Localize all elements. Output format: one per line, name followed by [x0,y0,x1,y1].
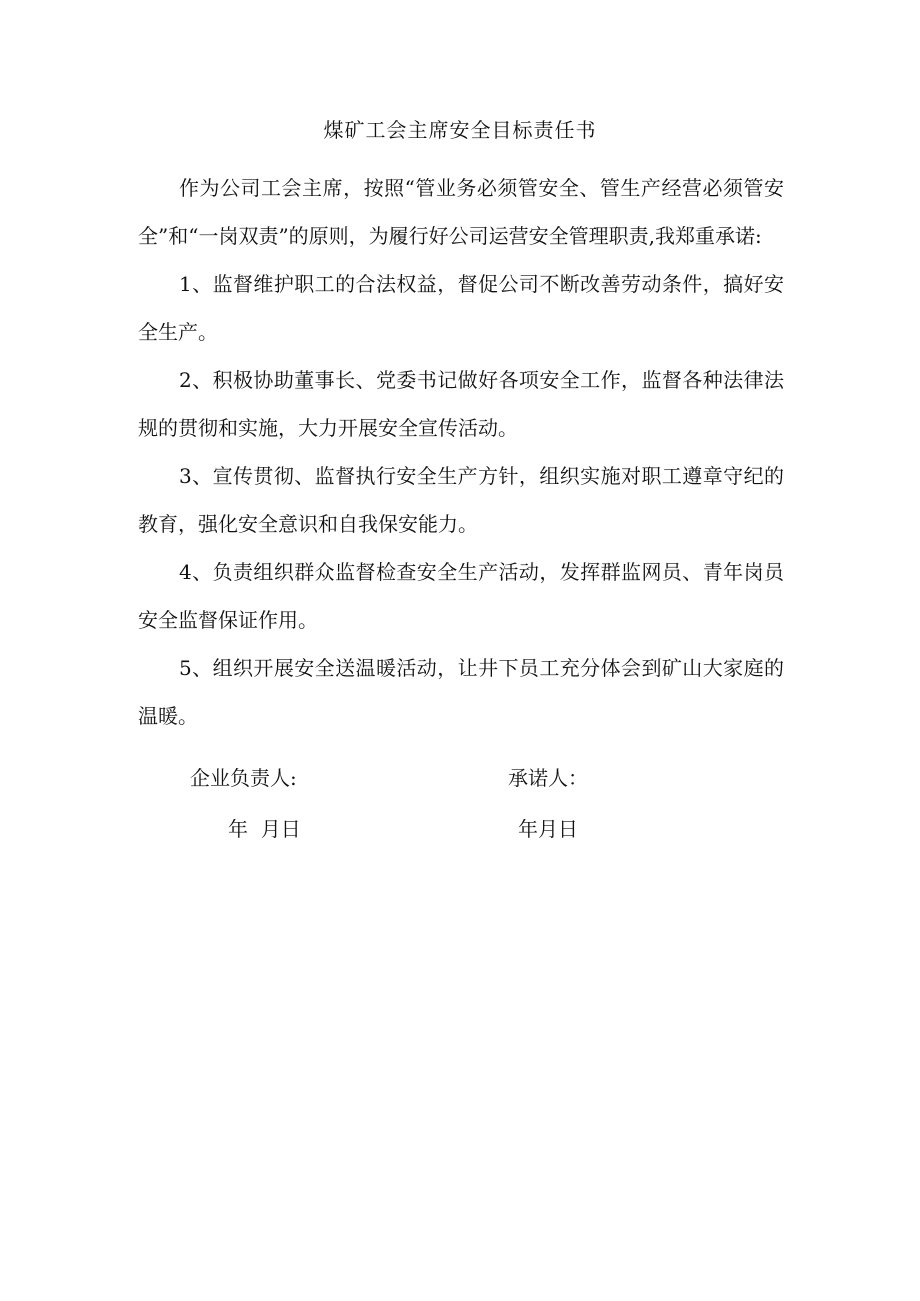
commitment-item-4: 4、负责组织群众监督检查安全生产活动，发挥群监网员、青年岗员安全监督保证作用。 [138,560,784,632]
document-title: 煤矿工会主席安全目标责任书 [323,118,597,142]
promisor-signature-label: 承诺人： [508,766,588,790]
commitment-item-1: 1、监督维护职工的合法权益，督促公司不断改善劳动条件，搞好安全生产。 [138,272,784,344]
enterprise-leader-signature-label: 企业负责人: [190,766,297,790]
promisor-date: 年月日 [518,817,578,841]
commitment-item-2: 2、积极协助董事长、党委书记做好各项安全工作，监督各种法律法规的贯彻和实施，大力开展安全宣传活动。 [138,368,784,440]
commitment-item-3: 3、宣传贯彻、监督执行安全生产方针，组织实施对职工遵章守纪的教育，强化安全意识和自我保安能力。 [138,464,784,536]
commitment-item-5: 5、组织开展安全送温暖活动，让井下员工充分体会到矿山大家庭的温暖。 [138,656,784,728]
preamble-paragraph: 作为公司工会主席，按照“管业务必须管安全、管生产经营必须管安全”和“一岗双责”的原则，为履行好公司运营安全管理职责,我郑重承诺: [138,176,784,248]
enterprise-leader-date: 年 月日 [228,817,301,841]
document-body [138,164,784,740]
